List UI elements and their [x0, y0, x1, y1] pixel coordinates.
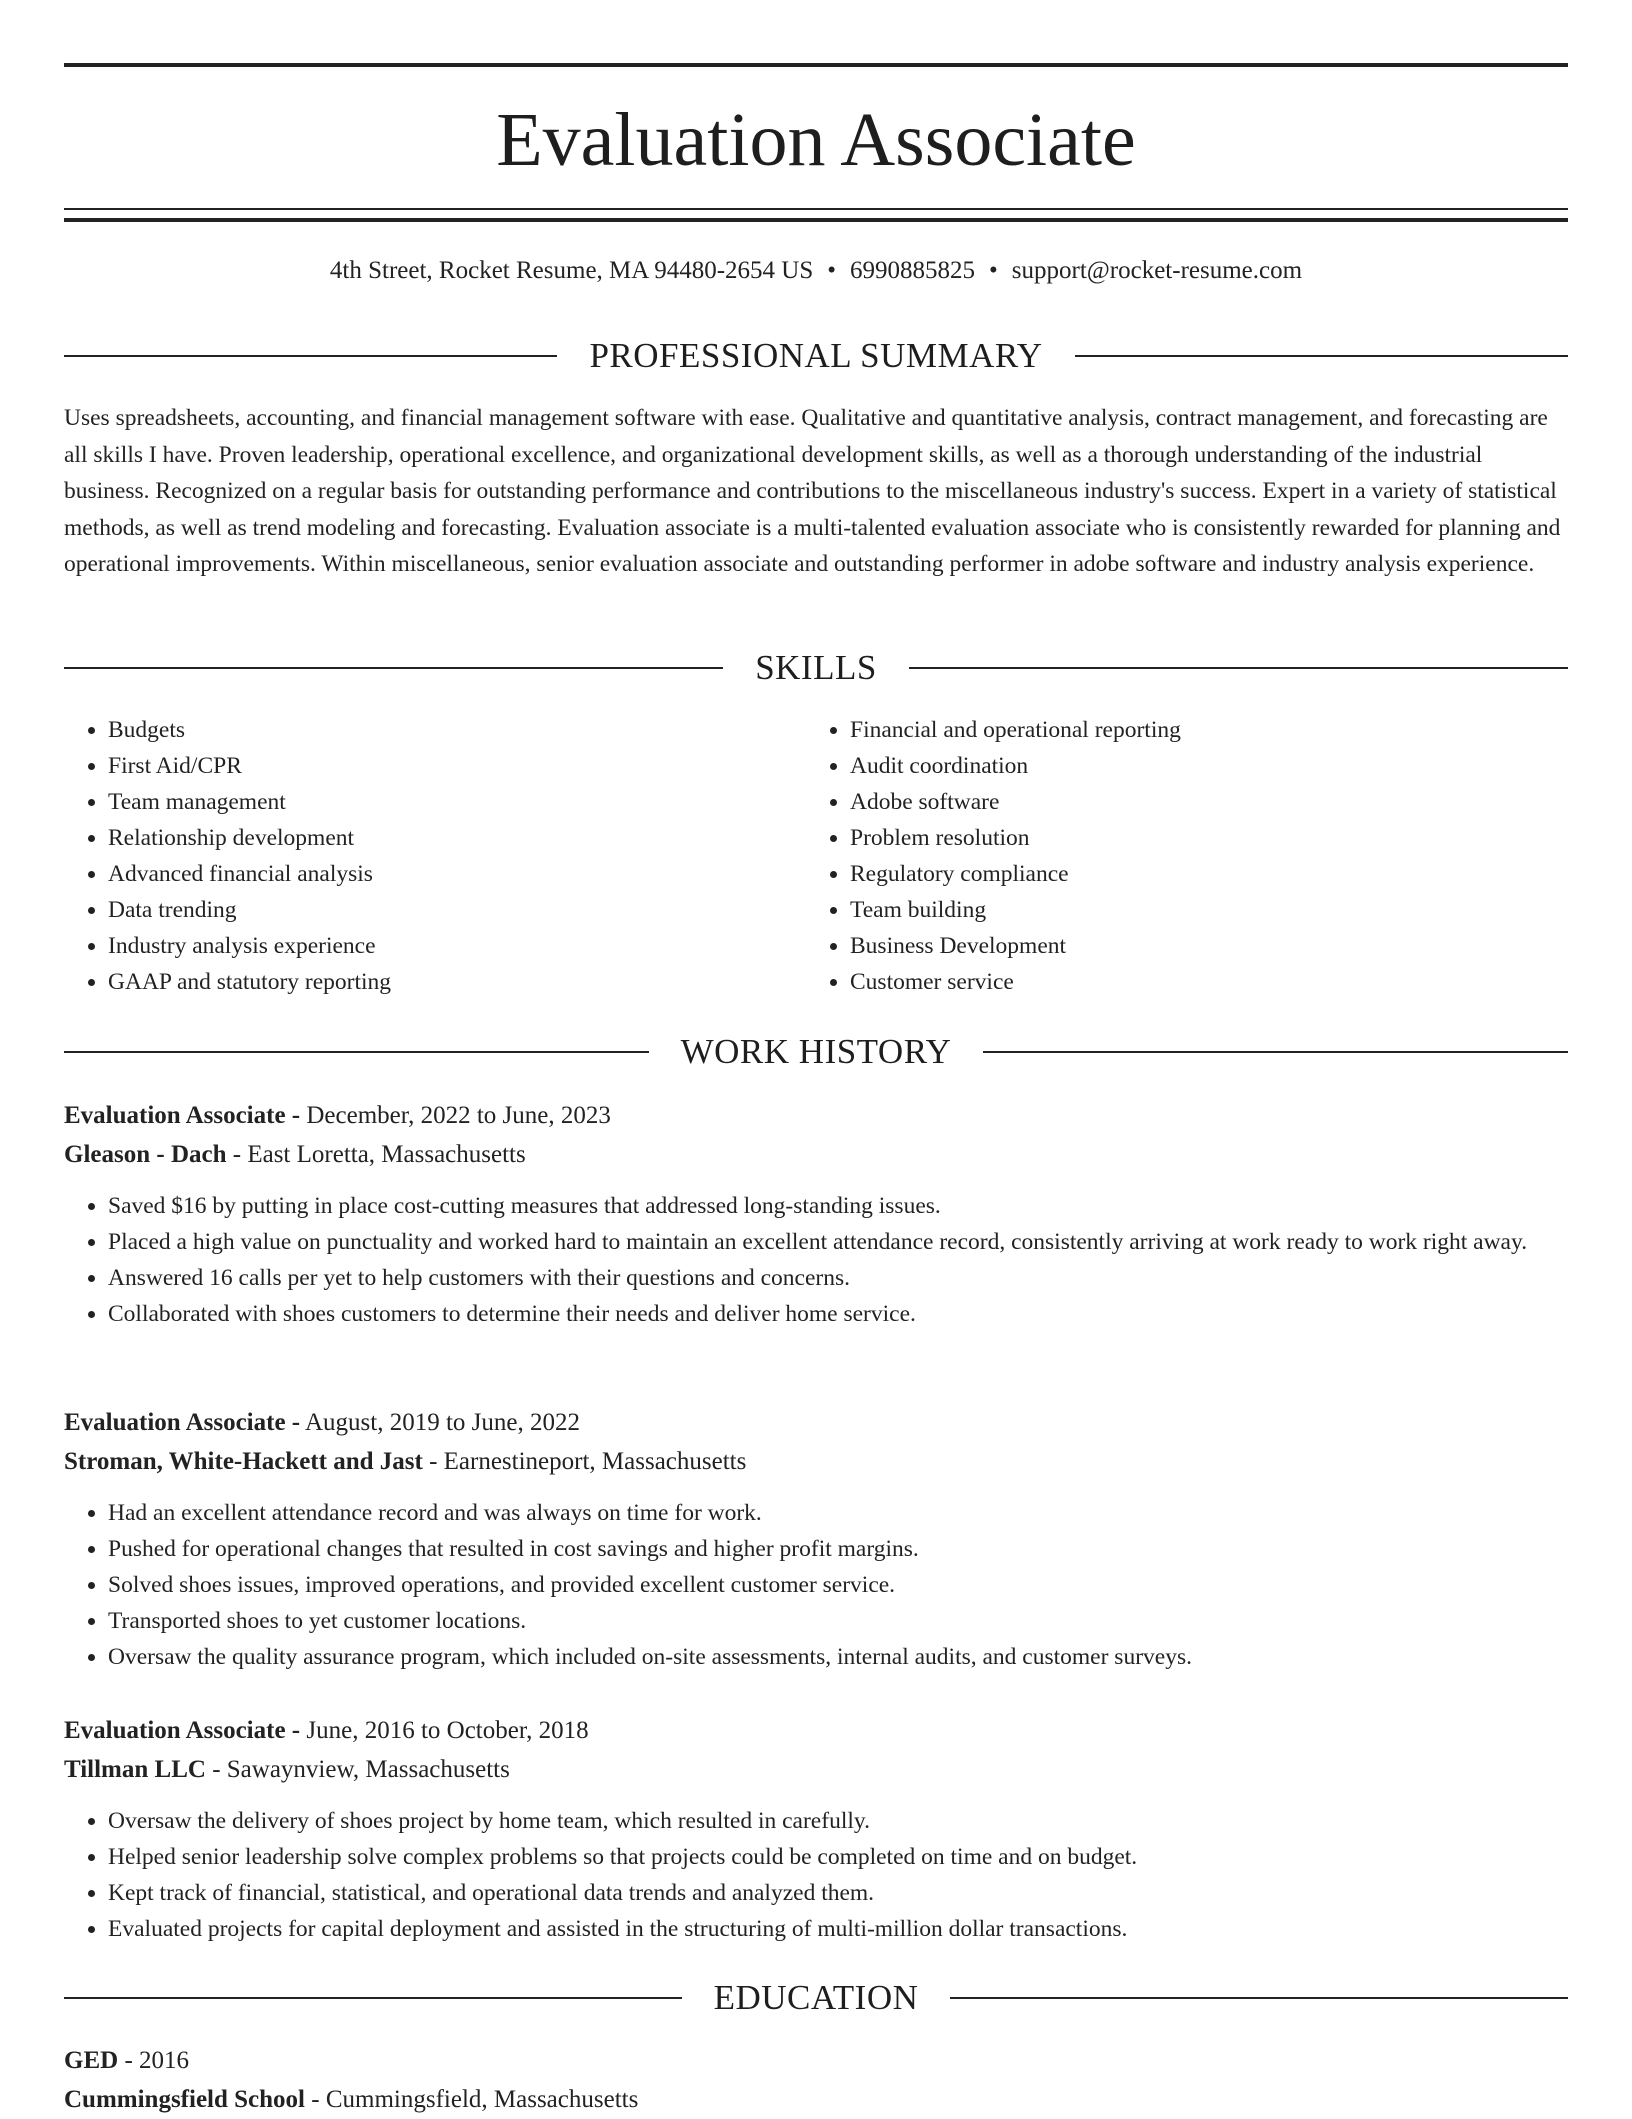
skill-item: • Financial and operational reporting: [850, 712, 1548, 748]
job-bullet: • Pushed for operational changes that resulted in cost savings and higher profit margins.: [108, 1531, 1568, 1567]
skill-item: • Team building: [850, 892, 1548, 928]
job-entry: [64, 1711, 1568, 1947]
job-bullets: [64, 1803, 1568, 1947]
section-title-text: WORK HISTORY: [680, 1032, 952, 1071]
job-bullet: • Kept track of financial, statistical, and operational data trends and analyzed them.: [108, 1875, 1568, 1911]
job-title: Evaluation Associate: [64, 1717, 286, 1744]
skills-column-left: [64, 712, 806, 1000]
section-title-text: EDUCATION: [713, 1978, 919, 2017]
job-bullet: • Evaluated projects for capital deployment and assisted in the structuring of multi-million dollar transactions.: [108, 1911, 1568, 1947]
job-company: Gleason - Dach: [64, 1141, 227, 1168]
job-location: East Loretta, Massachusetts: [247, 1141, 526, 1168]
education-location: Cummingsfield, Massachusetts: [325, 2086, 639, 2113]
job-title-line: [64, 1711, 1568, 1750]
section-title-text: PROFESSIONAL SUMMARY: [589, 336, 1043, 375]
skill-item: • First Aid/CPR: [108, 748, 806, 784]
job-location: Sawaynview, Massachusetts: [226, 1756, 510, 1783]
job-company: Stroman, White-Hackett and Jast: [64, 1448, 423, 1475]
dash: -: [124, 2047, 133, 2074]
section-title-text: SKILLS: [755, 648, 877, 687]
job-bullet: • Solved shoes issues, improved operations, and provided excellent customer service.: [108, 1567, 1568, 1603]
contact-email: support@rocket-resume.com: [1011, 257, 1303, 284]
contact-separator: •: [989, 257, 998, 284]
dash: -: [232, 1141, 242, 1168]
job-bullet: • Helped senior leadership solve complex problems so that projects could be completed on time and on budget.: [108, 1839, 1568, 1875]
skill-item: • Regulatory compliance: [850, 856, 1548, 892]
education-degree: GED: [64, 2047, 119, 2074]
job-bullets: [64, 1188, 1568, 1332]
section-title-skills: [64, 646, 1568, 690]
job-bullet: • Transported shoes to yet customer locations.: [108, 1603, 1568, 1639]
job-bullet: • Oversaw the quality assurance program, which included on-site assessments, internal audits, and customer surveys.: [108, 1639, 1568, 1675]
skill-item: • Advanced financial analysis: [108, 856, 806, 892]
education-degree-line: [64, 2041, 1568, 2080]
skill-item: • Data trending: [108, 892, 806, 928]
dash: -: [311, 2086, 320, 2113]
contact-phone: 6990885825: [850, 257, 975, 284]
job-dates: August, 2019 to June, 2022: [305, 1409, 580, 1436]
contact-line: [64, 254, 1568, 288]
resume-name: Evaluation Associate: [496, 98, 1136, 182]
job-company-line: [64, 1135, 1568, 1174]
job-title: Evaluation Associate: [64, 1102, 286, 1129]
skill-item: • Team management: [108, 784, 806, 820]
skill-item: • Audit coordination: [850, 748, 1548, 784]
education-entry: [64, 2041, 1568, 2119]
skill-item: • Industry analysis experience: [108, 928, 806, 964]
job-company-line: [64, 1750, 1568, 1789]
job-location: Earnestineport, Massachusetts: [443, 1448, 747, 1475]
job-bullets: [64, 1495, 1568, 1675]
job-company-line: [64, 1442, 1568, 1481]
dash: -: [291, 1717, 301, 1744]
section-title-summary: [64, 334, 1568, 378]
skill-item: • Business Development: [850, 928, 1548, 964]
dash: -: [429, 1448, 438, 1475]
skill-item: • Relationship development: [108, 820, 806, 856]
job-title-line: [64, 1096, 1568, 1135]
professional-summary: Uses spreadsheets, accounting, and financial management software with ease. Qualitative and quantitative analysis, contract management, and forecasting are all skills I have. Proven leadership, operational excellence, and organizational development skills, as well as a thorough understanding of the industrial business. Recognized on a regular basis for outstanding performance and contributions to the miscellaneous industry's success. Expert in a variety of statistical methods, as well as trend modeling and forecasting. Evaluation associate is a multi-talented evaluation associate who is consistently rewarded for planning and operational improvements. Within miscellaneous, senior evaluation associate and outstanding performer in adobe software and industry analysis experience.: [64, 405, 1561, 577]
job-bullet: • Oversaw the delivery of shoes project by home team, which resulted in carefully.: [108, 1803, 1568, 1839]
education-school: Cummingsfield School: [64, 2086, 306, 2113]
job-company: Tillman LLC: [64, 1756, 206, 1783]
dash: -: [212, 1756, 221, 1783]
job-dates: June, 2016 to October, 2018: [306, 1717, 589, 1744]
skills-column-right: [806, 712, 1548, 1000]
double-rule: [64, 208, 1568, 222]
education-year: 2016: [139, 2047, 190, 2074]
job-bullet: • Collaborated with shoes customers to determine their needs and deliver home service.: [108, 1296, 1568, 1332]
skill-item: • Budgets: [108, 712, 806, 748]
job-entry: [64, 1096, 1568, 1332]
section-title-work-history: [64, 1030, 1568, 1074]
job-title: Evaluation Associate: [64, 1409, 286, 1436]
skill-item: • Customer service: [850, 964, 1548, 1000]
skill-item: • Problem resolution: [850, 820, 1548, 856]
skill-item: • Adobe software: [850, 784, 1548, 820]
job-bullet: • Had an excellent attendance record and was always on time for work.: [108, 1495, 1568, 1531]
job-dates: December, 2022 to June, 2023: [306, 1102, 611, 1129]
education-school-line: [64, 2080, 1568, 2119]
job-bullet: • Placed a high value on punctuality and worked hard to maintain an excellent attendance record, consistently arriving at work ready to work right away.: [108, 1224, 1568, 1260]
contact-separator: •: [827, 257, 836, 284]
section-title-education: [64, 1976, 1568, 2020]
contact-address: 4th Street, Rocket Resume, MA 94480-2654 US: [329, 257, 814, 284]
dash: -: [291, 1409, 301, 1436]
dash: -: [291, 1102, 301, 1129]
top-rule: [64, 63, 1568, 67]
skills-list: [64, 712, 1568, 1000]
job-bullet: • Answered 16 calls per yet to help customers with their questions and concerns.: [108, 1260, 1568, 1296]
skill-item: • GAAP and statutory reporting: [108, 964, 806, 1000]
job-bullet: • Saved $16 by putting in place cost-cutting measures that addressed long-standing issues.: [108, 1188, 1568, 1224]
job-entry: [64, 1403, 1568, 1675]
job-title-line: [64, 1403, 1568, 1442]
